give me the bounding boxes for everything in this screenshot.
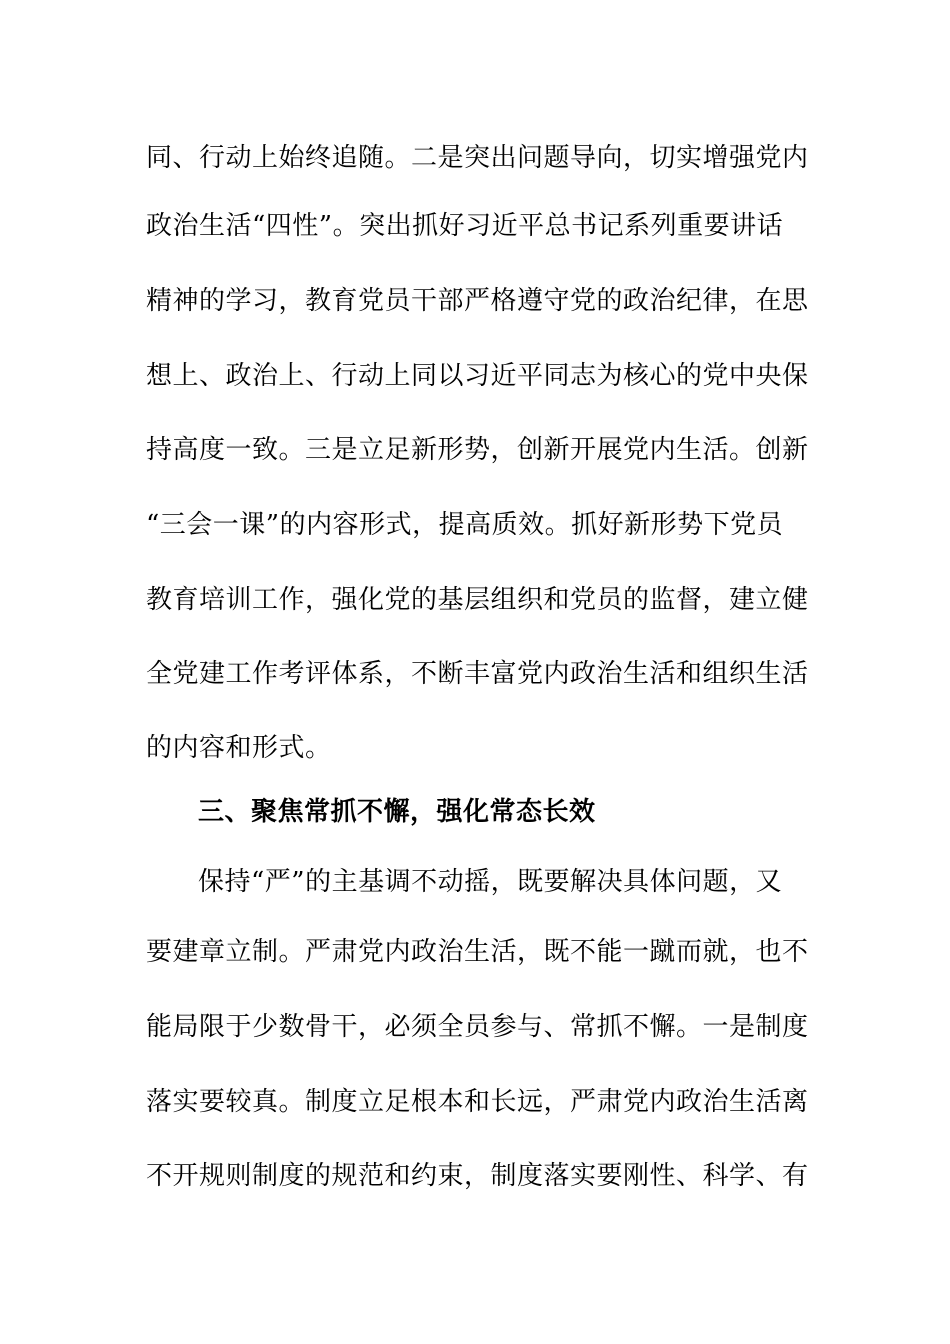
body-text-line: 落实要较真。制度立足根本和长远，严肃党内政治生活离 — [146, 1087, 809, 1117]
paragraph-first-line: 保持“严”的主基调不动摇，既要解决具体问题，又 — [198, 867, 783, 897]
body-text-line: 精神的学习，教育党员干部严格遵守党的政治纪律，在思 — [146, 286, 809, 316]
body-text-line: 不开规则制度的规范和约束，制度落实要刚性、科学、有 — [146, 1161, 809, 1191]
section-heading: 三、聚焦常抓不懈，强化常态长效 — [198, 797, 596, 827]
body-text-line: 政治生活“四性”。突出抓好习近平总书记系列重要讲话 — [146, 211, 784, 241]
body-text-line: 的内容和形式。 — [146, 733, 332, 763]
body-text-line: “三会一课”的内容形式，提高质效。抓好新形势下党员 — [146, 510, 784, 540]
body-text-line: 能局限于少数骨干，必须全员参与、常抓不懈。一是制度 — [146, 1012, 809, 1042]
body-text-line: 想上、政治上、行动上同以习近平同志为核心的党中央保 — [146, 361, 809, 391]
body-text-line: 全党建工作考评体系，不断丰富党内政治生活和组织生活 — [146, 659, 809, 689]
body-text-line: 教育培训工作，强化党的基层组织和党员的监督，建立健 — [146, 585, 809, 615]
body-text-line: 持高度一致。三是立足新形势，创新开展党内生活。创新 — [146, 435, 809, 465]
body-text-line: 同、行动上始终追随。二是突出问题导向，切实增强党内 — [146, 143, 809, 173]
body-text-line: 要建章立制。严肃党内政治生活，既不能一蹴而就，也不 — [146, 937, 809, 967]
